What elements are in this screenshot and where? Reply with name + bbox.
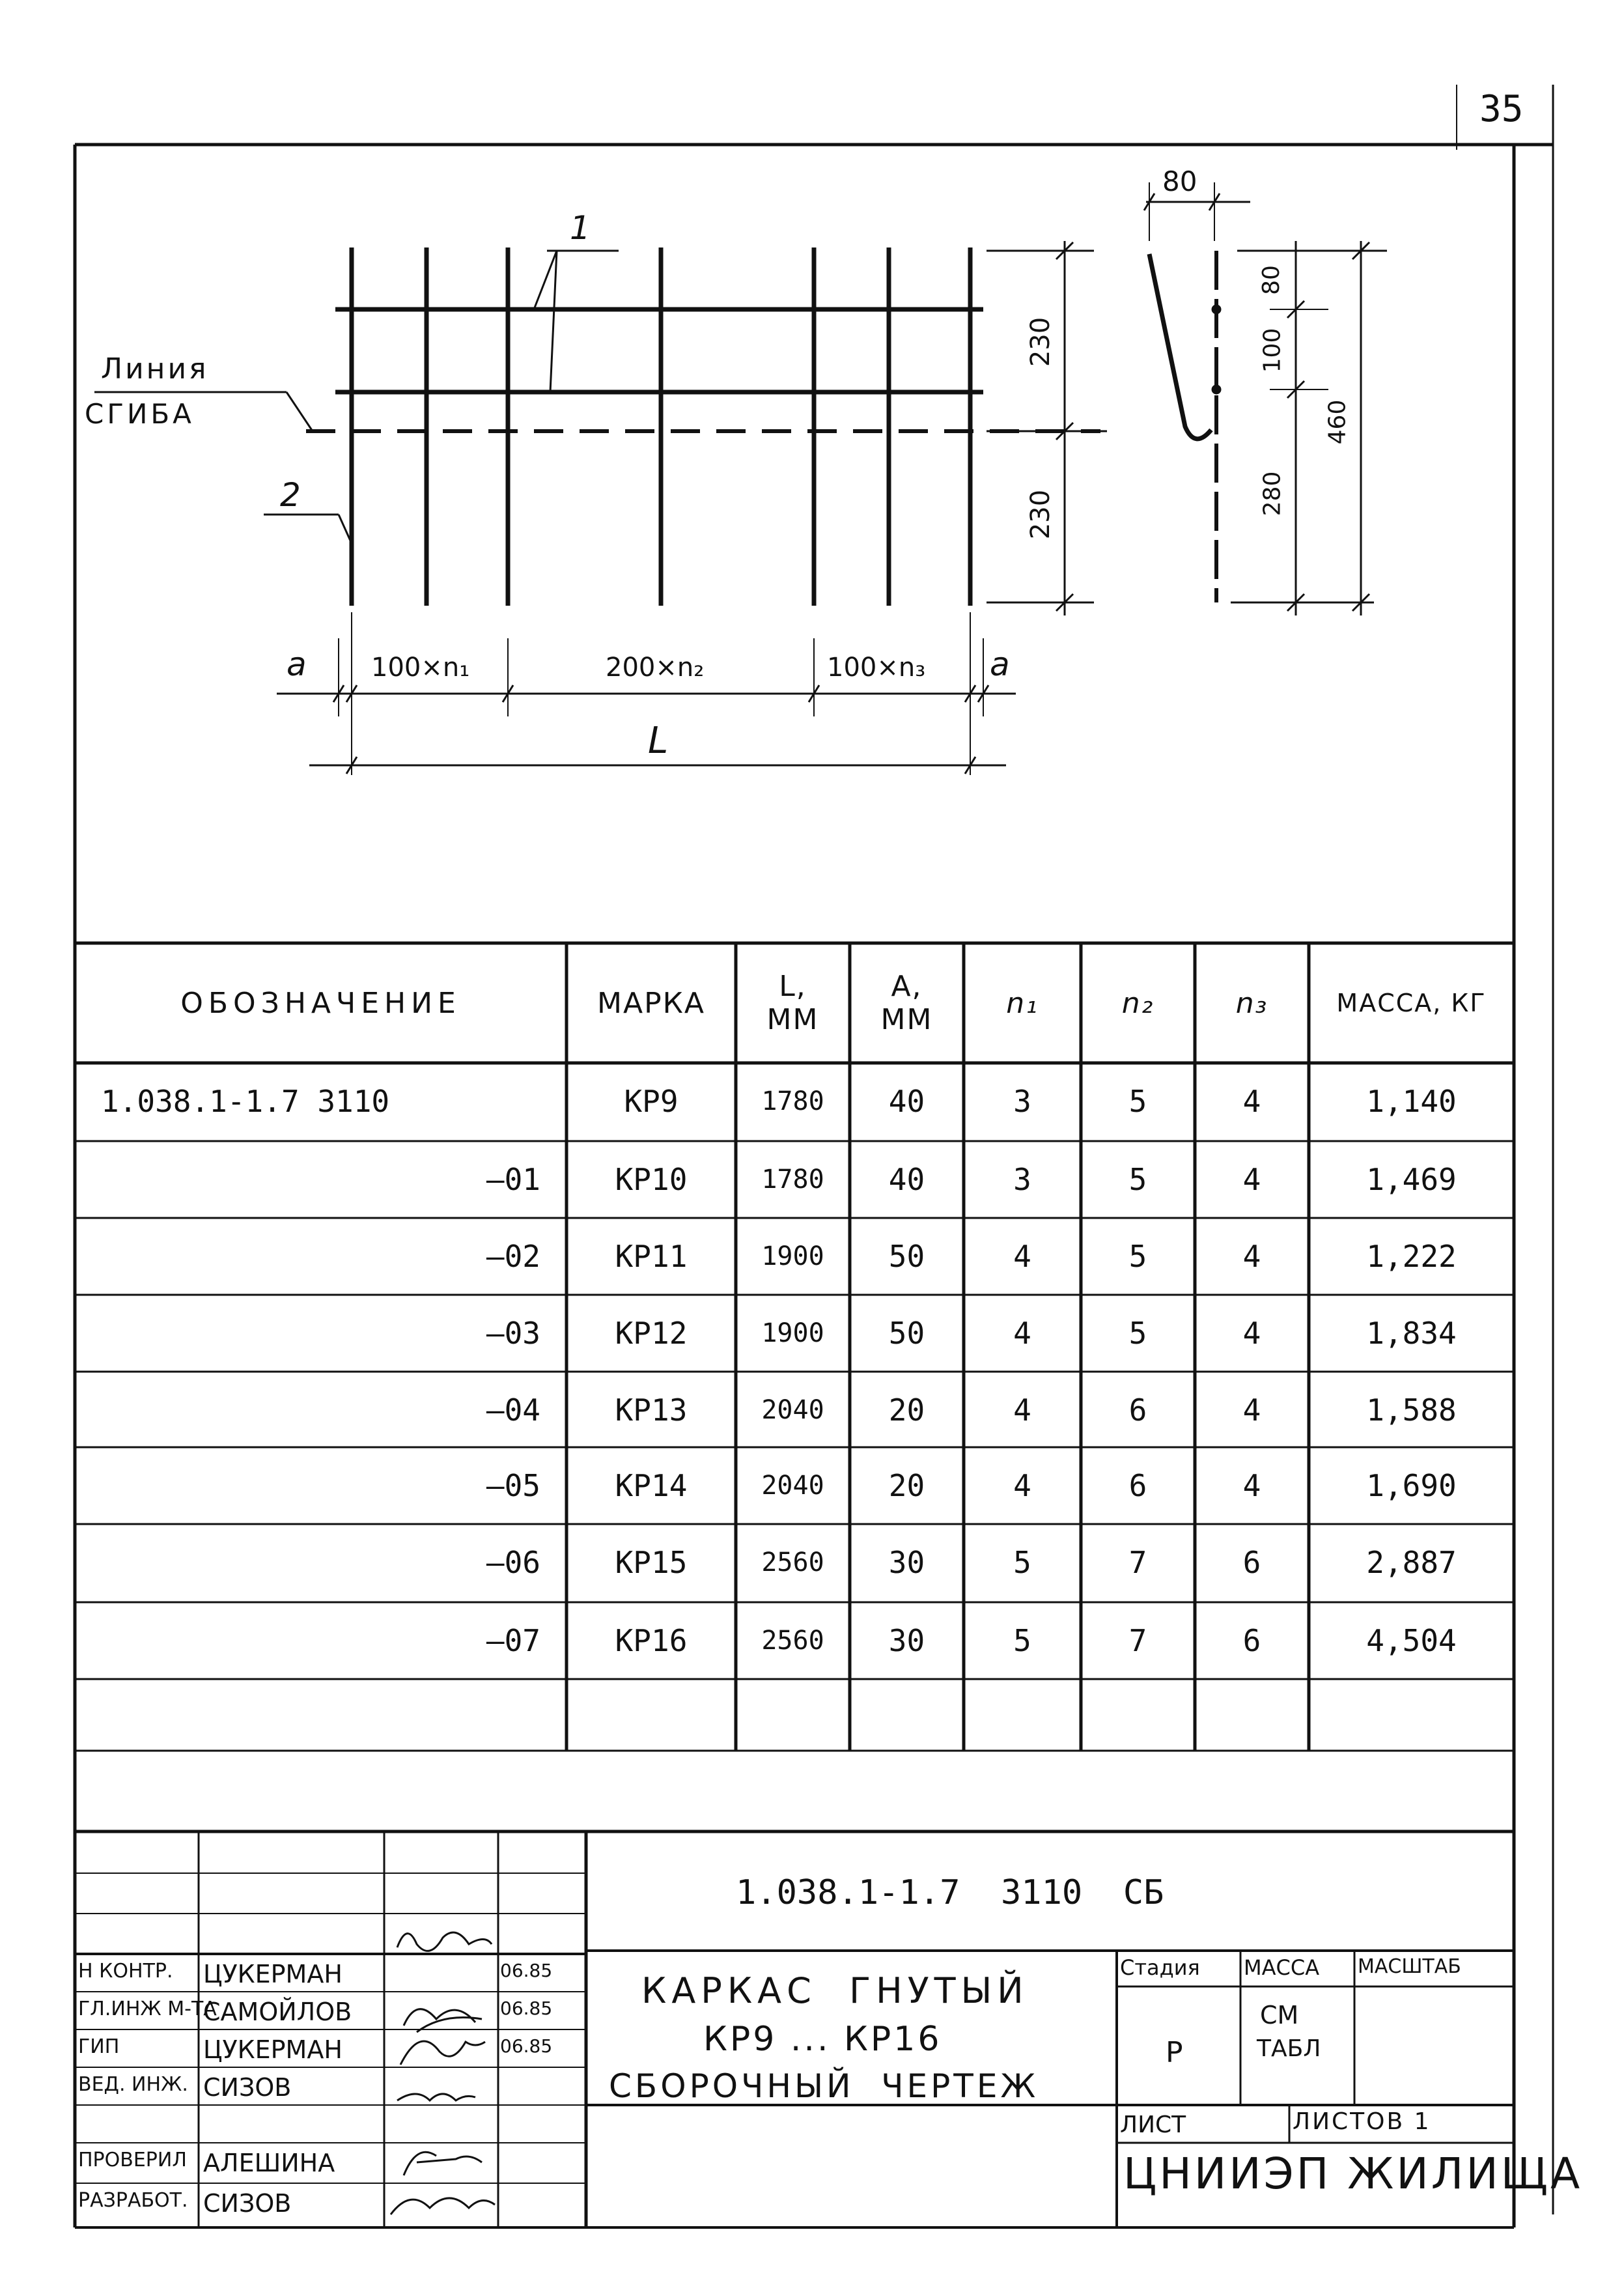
cell-n1: 4 (1013, 1239, 1031, 1274)
cell-designation: 1.038.1-1.7 3110 (101, 1084, 390, 1119)
signer-name: СИЗОВ (203, 2073, 292, 2102)
page-number: 35 (1479, 88, 1524, 130)
cell-mark: КР9 (624, 1084, 679, 1119)
cell-a: 40 (888, 1084, 925, 1119)
cell-n3: 4 (1242, 1239, 1261, 1274)
organization: ЦНИИЭП ЖИЛИЩА (1123, 2149, 1583, 2199)
header-mass: МАССА, КГ (1336, 989, 1487, 1017)
cell-designation: –07 (486, 1623, 540, 1658)
cell-n3: 4 (1242, 1468, 1261, 1503)
signer-name: ЦУКЕРМАН (203, 2035, 343, 2064)
cell-n2: 5 (1128, 1084, 1147, 1119)
dim-230-top: 230 (1026, 317, 1056, 367)
signer-name: СИЗОВ (203, 2189, 292, 2218)
cell-L: 2560 (761, 1626, 824, 1656)
cell-a: 30 (888, 1623, 925, 1658)
bend-line-label-1: Линия (101, 352, 209, 386)
dim-n1: 100×n₁ (371, 653, 470, 683)
sheets-label: ЛИСТОВ 1 (1293, 2108, 1431, 2135)
stage-value: Р (1166, 2036, 1183, 2069)
cell-mass: 1,140 (1366, 1084, 1457, 1119)
cell-n1: 5 (1013, 1545, 1031, 1580)
scale-label: МАСШТАБ (1358, 1955, 1461, 1978)
cell-a: 50 (888, 1239, 925, 1274)
dim-a-left: a (287, 645, 307, 683)
cell-n1: 4 (1013, 1316, 1031, 1351)
signer-name: АЛЕШИНА (203, 2149, 335, 2177)
sheet-label: ЛИСТ (1120, 2112, 1186, 2138)
dim-230-bottom: 230 (1026, 489, 1056, 540)
bend-line-label-2: СГИБА (85, 398, 195, 430)
cell-designation: –04 (486, 1392, 540, 1428)
cell-n1: 4 (1013, 1392, 1031, 1428)
signer-date: 06.85 (500, 2035, 553, 2057)
signer-role: Н КОНТР. (78, 1960, 173, 1983)
cell-designation: –05 (486, 1468, 540, 1503)
cell-a: 30 (888, 1545, 925, 1580)
signer-name: ЦУКЕРМАН (203, 1960, 343, 1988)
header-L: L, ММ (766, 970, 819, 1036)
cell-mark: КР11 (615, 1239, 688, 1274)
cell-L: 2040 (761, 1395, 824, 1425)
cell-a: 50 (888, 1316, 925, 1351)
cell-n1: 3 (1013, 1162, 1031, 1197)
cell-mark: КР10 (615, 1162, 688, 1197)
cell-designation: –02 (486, 1239, 540, 1274)
header-n1: n₁ (1006, 986, 1039, 1020)
cell-mass: 4,504 (1366, 1623, 1457, 1658)
cell-designation: –01 (486, 1162, 540, 1197)
cell-n3: 6 (1242, 1545, 1261, 1580)
signer-role: РАЗРАБОТ. (78, 2189, 188, 2212)
cell-mark: КР16 (615, 1623, 688, 1658)
signer-role: ВЕД. ИНЖ. (78, 2073, 188, 2096)
side-dim-80-top: 80 (1162, 165, 1197, 197)
cell-n2: 7 (1128, 1623, 1147, 1658)
cell-L: 1900 (761, 1241, 824, 1271)
cell-n2: 5 (1128, 1239, 1147, 1274)
cell-mark: КР12 (615, 1316, 688, 1351)
signer-date: 06.85 (500, 1960, 553, 1981)
cell-n3: 4 (1242, 1162, 1261, 1197)
signer-role: ПРОВЕРИЛ (78, 2149, 187, 2171)
side-dim-100: 100 (1259, 328, 1286, 373)
cell-n2: 6 (1128, 1468, 1147, 1503)
cell-a: 20 (888, 1468, 925, 1503)
header-mark: МАРКА (597, 986, 705, 1020)
dim-n2: 200×n₂ (606, 653, 705, 683)
signer-name: САМОЙЛОВ (203, 1998, 352, 2026)
cell-n2: 5 (1128, 1162, 1147, 1197)
callout-2: 2 (280, 476, 301, 514)
cell-designation: –03 (486, 1316, 540, 1351)
stage-label: Стадия (1120, 1955, 1200, 1980)
cell-mass: 1,834 (1366, 1316, 1457, 1351)
title-line-2: КР9 ... КР16 (703, 2020, 942, 2059)
cell-mass: 2,887 (1366, 1545, 1457, 1580)
dim-a-right: a (990, 645, 1010, 683)
cell-L: 2560 (761, 1548, 824, 1577)
signer-role: ГИП (78, 2035, 120, 2058)
title-line-3: СБОРОЧНЫЙ ЧЕРТЕЖ (609, 2067, 1039, 2105)
cell-L: 1780 (761, 1165, 824, 1194)
mass-value-1: СМ (1260, 2001, 1299, 2029)
side-dim-280: 280 (1259, 471, 1286, 516)
side-dim-80: 80 (1257, 265, 1285, 295)
cell-mark: КР14 (615, 1468, 688, 1503)
mass-value-2: ТАБЛ (1257, 2035, 1321, 2062)
cell-mass: 1,222 (1366, 1239, 1457, 1274)
doc-code: 1.038.1-1.7 3110 СБ (736, 1873, 1164, 1912)
cell-designation: –06 (486, 1545, 540, 1580)
cell-mark: КР13 (615, 1392, 688, 1428)
dim-L: L (648, 720, 669, 762)
cell-mark: КР15 (615, 1545, 688, 1580)
signer-role: ГЛ.ИНЖ М-ТА (78, 1998, 217, 2020)
cell-a: 20 (888, 1392, 925, 1428)
cell-n2: 6 (1128, 1392, 1147, 1428)
signer-date: 06.85 (500, 1998, 553, 2019)
cell-n2: 5 (1128, 1316, 1147, 1351)
cell-n3: 4 (1242, 1316, 1261, 1351)
cell-n1: 5 (1013, 1623, 1031, 1658)
dim-n3: 100×n₃ (827, 653, 926, 683)
header-n2: n₂ (1121, 986, 1155, 1020)
cell-L: 1900 (761, 1318, 824, 1348)
header-n3: n₃ (1235, 986, 1268, 1020)
cell-n1: 4 (1013, 1468, 1031, 1503)
title-line-1: КАРКАС ГНУТЫЙ (641, 1970, 1029, 2011)
cell-n3: 4 (1242, 1084, 1261, 1119)
cell-mass: 1,690 (1366, 1468, 1457, 1503)
cell-mass: 1,469 (1366, 1162, 1457, 1197)
cell-n3: 4 (1242, 1392, 1261, 1428)
side-dim-460: 460 (1324, 399, 1351, 445)
signatures (391, 1932, 495, 2214)
cell-L: 2040 (761, 1471, 824, 1501)
cell-n2: 7 (1128, 1545, 1147, 1580)
cell-n1: 3 (1013, 1084, 1031, 1119)
vertical-bars (352, 247, 970, 606)
cell-mass: 1,588 (1366, 1392, 1457, 1428)
header-designation: ОБОЗНАЧЕНИЕ (180, 986, 461, 1020)
cell-L: 1780 (761, 1086, 824, 1116)
mass-label: МАССА (1244, 1955, 1320, 1980)
cell-n3: 6 (1242, 1623, 1261, 1658)
header-a: A, ММ (880, 970, 933, 1036)
callout-1: 1 (570, 209, 591, 247)
cell-a: 40 (888, 1162, 925, 1197)
